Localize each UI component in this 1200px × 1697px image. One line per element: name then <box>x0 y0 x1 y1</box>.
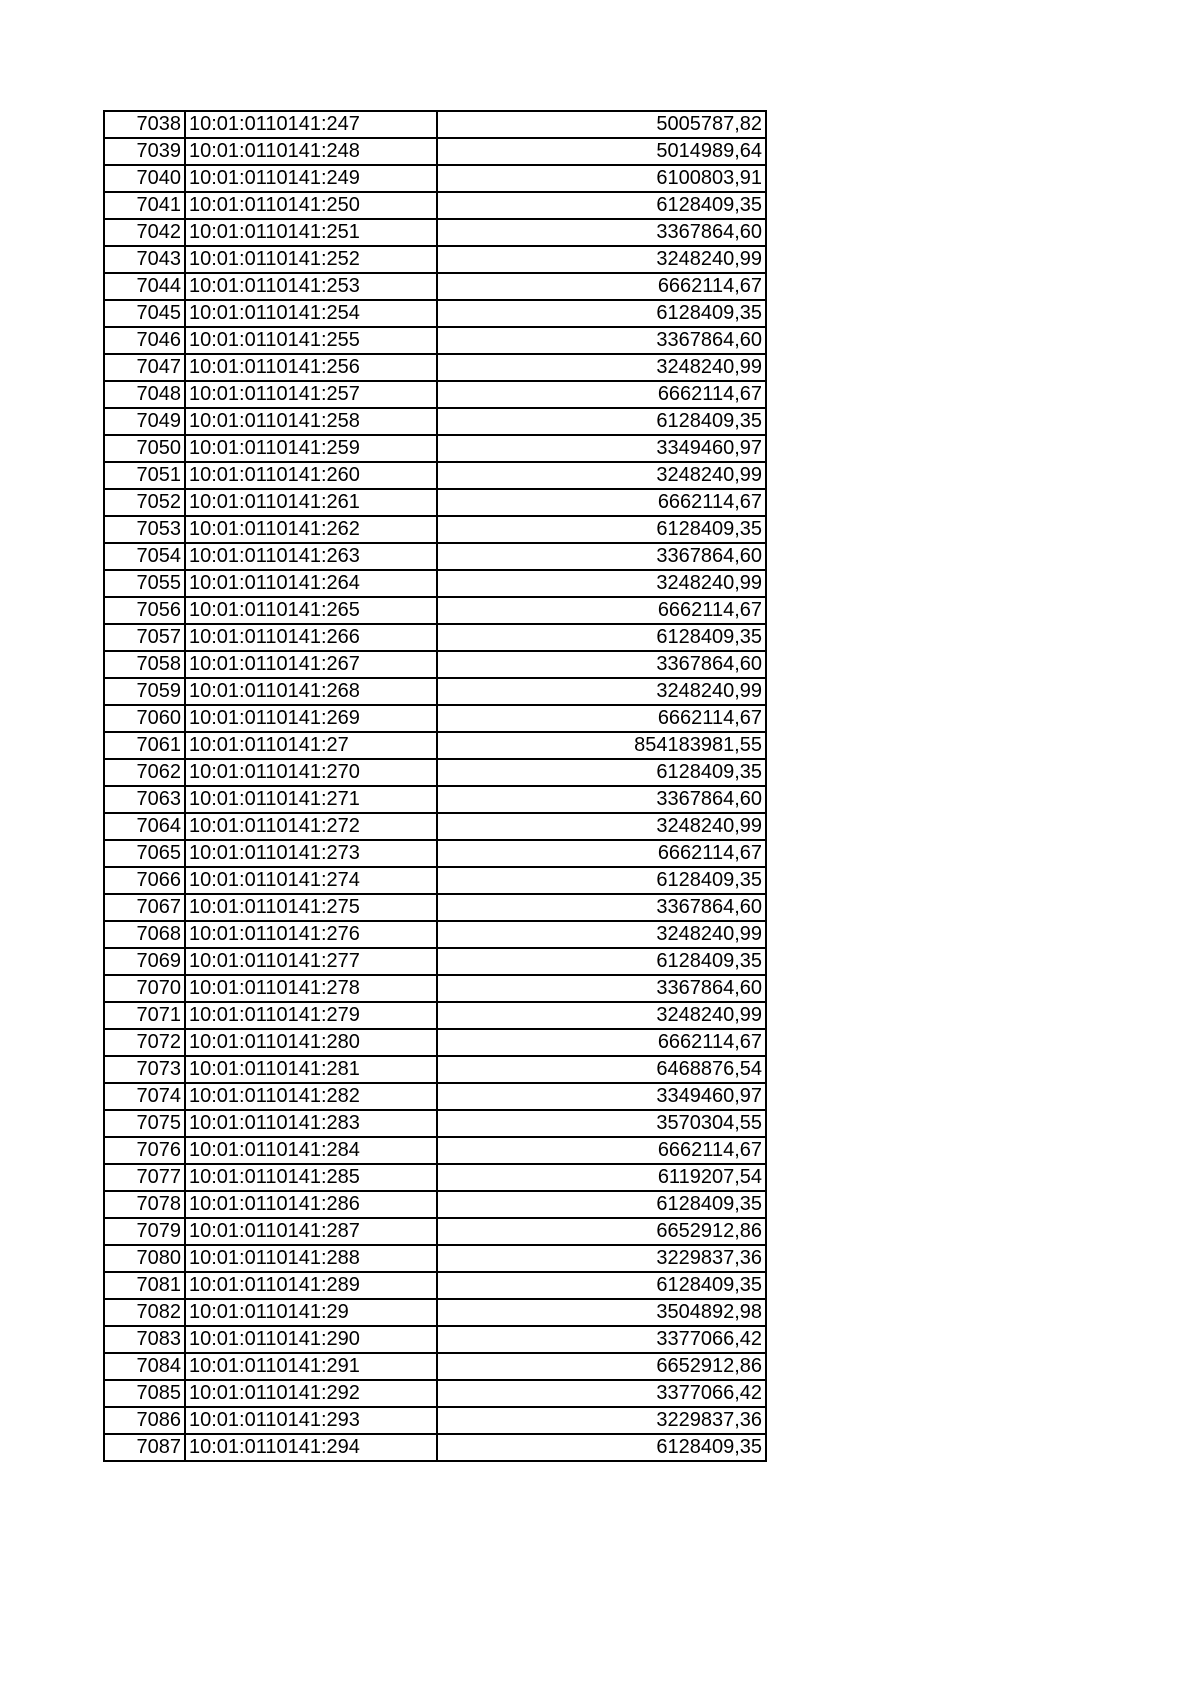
cadastral-number-cell: 10:01:0110141:288 <box>185 1245 437 1272</box>
cadastral-number-cell: 10:01:0110141:260 <box>185 462 437 489</box>
cadastral-number-cell: 10:01:0110141:261 <box>185 489 437 516</box>
cadastral-number-cell: 10:01:0110141:268 <box>185 678 437 705</box>
row-number-cell: 7048 <box>104 381 185 408</box>
value-cell: 3248240,99 <box>437 462 766 489</box>
table-row <box>104 759 766 786</box>
table-row <box>104 1434 766 1461</box>
table-row <box>104 543 766 570</box>
value-cell: 3248240,99 <box>437 570 766 597</box>
row-number-cell: 7043 <box>104 246 185 273</box>
table-row <box>104 246 766 273</box>
row-number-cell: 7084 <box>104 1353 185 1380</box>
table-row <box>104 975 766 1002</box>
table-row <box>104 111 766 138</box>
table-row <box>104 867 766 894</box>
row-number-cell: 7044 <box>104 273 185 300</box>
row-number-cell: 7068 <box>104 921 185 948</box>
value-cell: 6128409,35 <box>437 1434 766 1461</box>
row-number-cell: 7077 <box>104 1164 185 1191</box>
table-row <box>104 1380 766 1407</box>
table-row <box>104 921 766 948</box>
row-number-cell: 7052 <box>104 489 185 516</box>
value-cell: 6652912,86 <box>437 1218 766 1245</box>
cadastral-number-cell: 10:01:0110141:265 <box>185 597 437 624</box>
row-number-cell: 7041 <box>104 192 185 219</box>
cadastral-number-cell: 10:01:0110141:284 <box>185 1137 437 1164</box>
value-cell: 3367864,60 <box>437 543 766 570</box>
table-body <box>104 111 766 1461</box>
row-number-cell: 7066 <box>104 867 185 894</box>
cadastral-number-cell: 10:01:0110141:277 <box>185 948 437 975</box>
cadastral-number-cell: 10:01:0110141:287 <box>185 1218 437 1245</box>
value-cell: 6128409,35 <box>437 192 766 219</box>
value-cell: 6662114,67 <box>437 1029 766 1056</box>
value-cell: 3248240,99 <box>437 813 766 840</box>
value-cell: 6128409,35 <box>437 948 766 975</box>
value-cell: 3377066,42 <box>437 1326 766 1353</box>
table-row <box>104 1137 766 1164</box>
cadastral-number-cell: 10:01:0110141:294 <box>185 1434 437 1461</box>
row-number-cell: 7053 <box>104 516 185 543</box>
table-row <box>104 840 766 867</box>
table-row <box>104 1110 766 1137</box>
value-cell: 6128409,35 <box>437 408 766 435</box>
row-number-cell: 7056 <box>104 597 185 624</box>
table-row <box>104 1272 766 1299</box>
cadastral-number-cell: 10:01:0110141:292 <box>185 1380 437 1407</box>
cadastral-number-cell: 10:01:0110141:274 <box>185 867 437 894</box>
cadastral-number-cell: 10:01:0110141:291 <box>185 1353 437 1380</box>
table-row <box>104 516 766 543</box>
value-cell: 6128409,35 <box>437 300 766 327</box>
value-cell: 6662114,67 <box>437 597 766 624</box>
cadastral-number-cell: 10:01:0110141:249 <box>185 165 437 192</box>
value-cell: 3367864,60 <box>437 894 766 921</box>
row-number-cell: 7063 <box>104 786 185 813</box>
value-cell: 3570304,55 <box>437 1110 766 1137</box>
value-cell: 6128409,35 <box>437 1272 766 1299</box>
table-row <box>104 192 766 219</box>
row-number-cell: 7054 <box>104 543 185 570</box>
cadastral-number-cell: 10:01:0110141:271 <box>185 786 437 813</box>
table-row <box>104 570 766 597</box>
cadastral-number-cell: 10:01:0110141:262 <box>185 516 437 543</box>
table-row <box>104 300 766 327</box>
value-cell: 5014989,64 <box>437 138 766 165</box>
table-row <box>104 327 766 354</box>
row-number-cell: 7058 <box>104 651 185 678</box>
value-cell: 3367864,60 <box>437 651 766 678</box>
cadastral-number-cell: 10:01:0110141:254 <box>185 300 437 327</box>
table-row <box>104 1056 766 1083</box>
table-row <box>104 1353 766 1380</box>
row-number-cell: 7076 <box>104 1137 185 1164</box>
cadastral-number-cell: 10:01:0110141:278 <box>185 975 437 1002</box>
cadastral-number-cell: 10:01:0110141:255 <box>185 327 437 354</box>
cadastral-number-cell: 10:01:0110141:283 <box>185 1110 437 1137</box>
value-cell: 3377066,42 <box>437 1380 766 1407</box>
row-number-cell: 7080 <box>104 1245 185 1272</box>
value-cell: 6662114,67 <box>437 489 766 516</box>
value-cell: 3248240,99 <box>437 1002 766 1029</box>
value-cell: 6662114,67 <box>437 381 766 408</box>
cadastral-number-cell: 10:01:0110141:253 <box>185 273 437 300</box>
table-row <box>104 1245 766 1272</box>
row-number-cell: 7059 <box>104 678 185 705</box>
table-row <box>104 705 766 732</box>
table-row <box>104 1029 766 1056</box>
value-cell: 6128409,35 <box>437 624 766 651</box>
cadastral-number-cell: 10:01:0110141:290 <box>185 1326 437 1353</box>
row-number-cell: 7073 <box>104 1056 185 1083</box>
cadastral-number-cell: 10:01:0110141:247 <box>185 111 437 138</box>
value-cell: 6662114,67 <box>437 273 766 300</box>
value-cell: 3349460,97 <box>437 435 766 462</box>
row-number-cell: 7051 <box>104 462 185 489</box>
value-cell: 3248240,99 <box>437 921 766 948</box>
table-row <box>104 813 766 840</box>
row-number-cell: 7042 <box>104 219 185 246</box>
table-row <box>104 624 766 651</box>
table-row <box>104 678 766 705</box>
table-row <box>104 597 766 624</box>
cadastral-number-cell: 10:01:0110141:293 <box>185 1407 437 1434</box>
table-row <box>104 894 766 921</box>
cadastral-number-cell: 10:01:0110141:270 <box>185 759 437 786</box>
cadastral-number-cell: 10:01:0110141:248 <box>185 138 437 165</box>
row-number-cell: 7039 <box>104 138 185 165</box>
cadastral-number-cell: 10:01:0110141:259 <box>185 435 437 462</box>
table-row <box>104 138 766 165</box>
table-row <box>104 489 766 516</box>
row-number-cell: 7072 <box>104 1029 185 1056</box>
table-row <box>104 732 766 759</box>
row-number-cell: 7085 <box>104 1380 185 1407</box>
table-row <box>104 1191 766 1218</box>
value-cell: 3248240,99 <box>437 678 766 705</box>
cadastral-number-cell: 10:01:0110141:250 <box>185 192 437 219</box>
row-number-cell: 7075 <box>104 1110 185 1137</box>
table-row <box>104 165 766 192</box>
cadastral-number-cell: 10:01:0110141:29 <box>185 1299 437 1326</box>
cadastral-number-cell: 10:01:0110141:273 <box>185 840 437 867</box>
row-number-cell: 7046 <box>104 327 185 354</box>
row-number-cell: 7067 <box>104 894 185 921</box>
value-cell: 3367864,60 <box>437 786 766 813</box>
cadastral-number-cell: 10:01:0110141:263 <box>185 543 437 570</box>
table-row <box>104 408 766 435</box>
table-row <box>104 462 766 489</box>
table-row <box>104 1218 766 1245</box>
row-number-cell: 7049 <box>104 408 185 435</box>
cadastral-number-cell: 10:01:0110141:257 <box>185 381 437 408</box>
row-number-cell: 7070 <box>104 975 185 1002</box>
cadastral-number-cell: 10:01:0110141:272 <box>185 813 437 840</box>
table-row <box>104 948 766 975</box>
row-number-cell: 7047 <box>104 354 185 381</box>
cadastral-number-cell: 10:01:0110141:281 <box>185 1056 437 1083</box>
value-cell: 6100803,91 <box>437 165 766 192</box>
value-cell: 3349460,97 <box>437 1083 766 1110</box>
row-number-cell: 7065 <box>104 840 185 867</box>
cadastral-number-cell: 10:01:0110141:267 <box>185 651 437 678</box>
value-cell: 3367864,60 <box>437 219 766 246</box>
value-cell: 3248240,99 <box>437 246 766 273</box>
cadastral-number-cell: 10:01:0110141:285 <box>185 1164 437 1191</box>
row-number-cell: 7045 <box>104 300 185 327</box>
cadastral-number-cell: 10:01:0110141:275 <box>185 894 437 921</box>
cadastral-number-cell: 10:01:0110141:279 <box>185 1002 437 1029</box>
cadastral-number-cell: 10:01:0110141:252 <box>185 246 437 273</box>
value-cell: 6652912,86 <box>437 1353 766 1380</box>
value-cell: 3504892,98 <box>437 1299 766 1326</box>
value-cell: 3229837,36 <box>437 1407 766 1434</box>
table-row <box>104 651 766 678</box>
value-cell: 6662114,67 <box>437 840 766 867</box>
value-cell: 6662114,67 <box>437 705 766 732</box>
row-number-cell: 7071 <box>104 1002 185 1029</box>
row-number-cell: 7083 <box>104 1326 185 1353</box>
cadastral-number-cell: 10:01:0110141:280 <box>185 1029 437 1056</box>
value-cell: 6128409,35 <box>437 867 766 894</box>
value-cell: 854183981,55 <box>437 732 766 759</box>
row-number-cell: 7057 <box>104 624 185 651</box>
table-row <box>104 1002 766 1029</box>
row-number-cell: 7087 <box>104 1434 185 1461</box>
row-number-cell: 7078 <box>104 1191 185 1218</box>
row-number-cell: 7038 <box>104 111 185 138</box>
value-cell: 3248240,99 <box>437 354 766 381</box>
table-row <box>104 273 766 300</box>
table-row <box>104 219 766 246</box>
value-cell: 6468876,54 <box>437 1056 766 1083</box>
cadastral-number-cell: 10:01:0110141:289 <box>185 1272 437 1299</box>
row-number-cell: 7061 <box>104 732 185 759</box>
table-row <box>104 1083 766 1110</box>
row-number-cell: 7074 <box>104 1083 185 1110</box>
cadastral-number-cell: 10:01:0110141:251 <box>185 219 437 246</box>
cadastral-number-cell: 10:01:0110141:269 <box>185 705 437 732</box>
table-row <box>104 1326 766 1353</box>
cadastral-value-table <box>103 110 767 1462</box>
cadastral-number-cell: 10:01:0110141:282 <box>185 1083 437 1110</box>
cadastral-number-cell: 10:01:0110141:258 <box>185 408 437 435</box>
table-row <box>104 435 766 462</box>
cadastral-number-cell: 10:01:0110141:264 <box>185 570 437 597</box>
cadastral-number-cell: 10:01:0110141:27 <box>185 732 437 759</box>
cadastral-number-cell: 10:01:0110141:286 <box>185 1191 437 1218</box>
value-cell: 6128409,35 <box>437 1191 766 1218</box>
value-cell: 3367864,60 <box>437 327 766 354</box>
table-row <box>104 1299 766 1326</box>
table-row <box>104 1407 766 1434</box>
row-number-cell: 7055 <box>104 570 185 597</box>
value-cell: 6128409,35 <box>437 759 766 786</box>
row-number-cell: 7050 <box>104 435 185 462</box>
row-number-cell: 7064 <box>104 813 185 840</box>
table-row <box>104 381 766 408</box>
row-number-cell: 7086 <box>104 1407 185 1434</box>
value-cell: 3229837,36 <box>437 1245 766 1272</box>
cadastral-number-cell: 10:01:0110141:256 <box>185 354 437 381</box>
table-row <box>104 354 766 381</box>
row-number-cell: 7069 <box>104 948 185 975</box>
row-number-cell: 7082 <box>104 1299 185 1326</box>
value-cell: 5005787,82 <box>437 111 766 138</box>
cadastral-number-cell: 10:01:0110141:266 <box>185 624 437 651</box>
row-number-cell: 7060 <box>104 705 185 732</box>
row-number-cell: 7079 <box>104 1218 185 1245</box>
table-row <box>104 786 766 813</box>
value-cell: 6128409,35 <box>437 516 766 543</box>
table-row <box>104 1164 766 1191</box>
value-cell: 6662114,67 <box>437 1137 766 1164</box>
row-number-cell: 7040 <box>104 165 185 192</box>
row-number-cell: 7062 <box>104 759 185 786</box>
row-number-cell: 7081 <box>104 1272 185 1299</box>
value-cell: 6119207,54 <box>437 1164 766 1191</box>
value-cell: 3367864,60 <box>437 975 766 1002</box>
cadastral-number-cell: 10:01:0110141:276 <box>185 921 437 948</box>
